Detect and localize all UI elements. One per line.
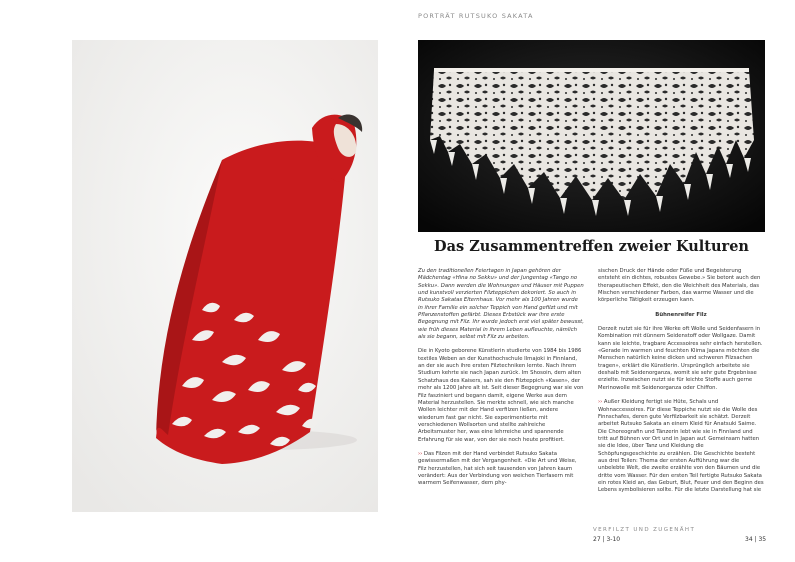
intro-paragraph: Zu den traditionellen Feiertagen in Japan gehören der Mädchentag «Hina no Sekku» und der Jungentag «Tango no Sekku». Dann werden die Wohnungen und Häuser mit Puppen und kunstvoll verzierten Filzteppichen dekoriert. So auch in Rutsuko Sakatas Elternhaus. Vor mehr als 100 Jahren wurde in ihrer Familie ein solcher Teppich von Hand gefilzt und mit Pflanzenstoffen gefärbt. Dieses Erbstück war ihre erste Begegnung mit Filz. Ihr wurde jedoch erst viel später bewusst, wie früh dieses Material in ihrem Leben aufleuchte, nämlich als sie begann, selbst mit Filz zu arbeiten. bbox=[418, 268, 584, 341]
article-title: Das Zusammentreffen zweier Kulturen bbox=[434, 238, 749, 255]
body-paragraph: Derzeit nutzt sie für ihre Werke oft Wolle und Seidenfasern in Kombination mit dünnem Seidenstoff oder Wollgaze. Damit kann sie leichte, tragbare Accessoires sehr einfach herstellen. «Gerade im warmen und feuchten Klima Japans möchten die Menschen natürlich keine dicken und schweren Filzsachen tragen», erklärt die Künstlerin. Ursprünglich arbeitete sie deshalb mit Seidenorganza, womit sie sehr gute Ergebnisse erzielte. Inzwischen nutzt sie für leichte Stoffe auch gerne Merinowolle mit Seidenorganza oder Chiffon. bbox=[598, 326, 763, 391]
body-paragraph bbox=[418, 451, 584, 488]
red-felt-cape-figure-icon bbox=[72, 40, 378, 512]
section-kicker: PORTRÄT RUTSUKO SAKATA bbox=[418, 12, 534, 20]
paragraph-marker: ›› bbox=[598, 399, 604, 406]
text-column-left bbox=[418, 268, 584, 495]
photo-felt-textile bbox=[418, 40, 765, 232]
body-paragraph-text: Das Filzen mit der Hand verbindet Rutsuko Sakata gewissermaßen mit der Vergangenheit. «Die Art und Weise, Filz herzustellen, hat sich seit tausenden von Jahren kaum verändert: Aus der Verbindung von weichen Tierfasern mit warmem Seifenwasser, dem phy- bbox=[418, 450, 577, 487]
body-paragraph bbox=[598, 399, 764, 494]
white-felt-lace-textile-icon bbox=[418, 40, 765, 232]
photo-red-felt-cape bbox=[72, 40, 378, 512]
text-column-right bbox=[598, 268, 764, 502]
body-paragraph-text: Außer Kleidung fertigt sie Hüte, Schals und Wohnaccessoires. Für diese Teppiche nutzt sie die Wolle des Finnschafes, deren gute Verfilzbarkeit sie schätzt. Derzeit arbeitet Rutsuko Sakata an einem Kleid für Anatsuki Saime. Die Choreografin und Tänzerin lebt wie sie in Finnland und tritt auf Bühnen vor Ort und in Japan auf. Gemeinsam hatten sie die Idee, über Tanz und Kleidung die Schöpfungsgeschichte zu erzählen. Die Geschichte besteht aus drei Teilen: Thema der ersten Aufführung war die unbelebte Welt, die zweite erzählte von den Bäumen und die dritte vom Wasser. Für den ersten Teil fertigte Rutsuko Sakata ein rotes Kleid an, das Geburt, Blut, Feuer und den Beginn des Lebens symbolisieren sollte. Für die letzte Darstellung hat sie bbox=[598, 399, 764, 494]
subheading: Bühnenreifer Filz bbox=[655, 311, 707, 318]
footer-page-numbers: 34 | 35 bbox=[745, 536, 767, 543]
footer-issue-number: 27 | 3-10 bbox=[593, 536, 621, 543]
body-paragraph: sischen Druck der Hände oder Füße und Begeisterung entsteht ein dichtes, robustes Gewebe.» Sie betont auch den therapeutischen Effekt, den die Weichheit des Materials, das Mischen verschiedener Farben, das warme Wasser und die körperliche Tätigkeit erzeugen kann. bbox=[598, 268, 761, 304]
footer-magazine-label: VERFILZT UND ZUGENÄHT bbox=[593, 527, 696, 533]
body-paragraph: Die in Kyoto geborene Künstlerin studierte von 1984 bis 1986 textiles Weben an der Kunsthochschule Ilmajoki in Finnland, an der sie auch ihre ersten Filztechniken lernte. Nach ihrem Studium kehrte sie nach Japan zurück. Im Shosoin, dem alten Schatzhaus des Kaisers, sah sie den Filzteppich «Kasen», der mehr als 1200 Jahre alt ist. Seit dieser Begegnung war sie von Filz fasziniert und begann damit, eigene Werke aus dem Material herzustellen. Sie merkte schnell, wie sich manche Wollen leichter mit der Hand verfilzen ließen, andere wiederum fast gar nicht. Sie experimentierte mit verschiedenen Wollsorten und stellte zahlreiche Arbeitsmuster her, was eine lehrreiche und spannende Erfahrung für sie war, von der sie noch heute profitiert. bbox=[418, 348, 584, 443]
paragraph-marker: ›› bbox=[418, 450, 424, 457]
